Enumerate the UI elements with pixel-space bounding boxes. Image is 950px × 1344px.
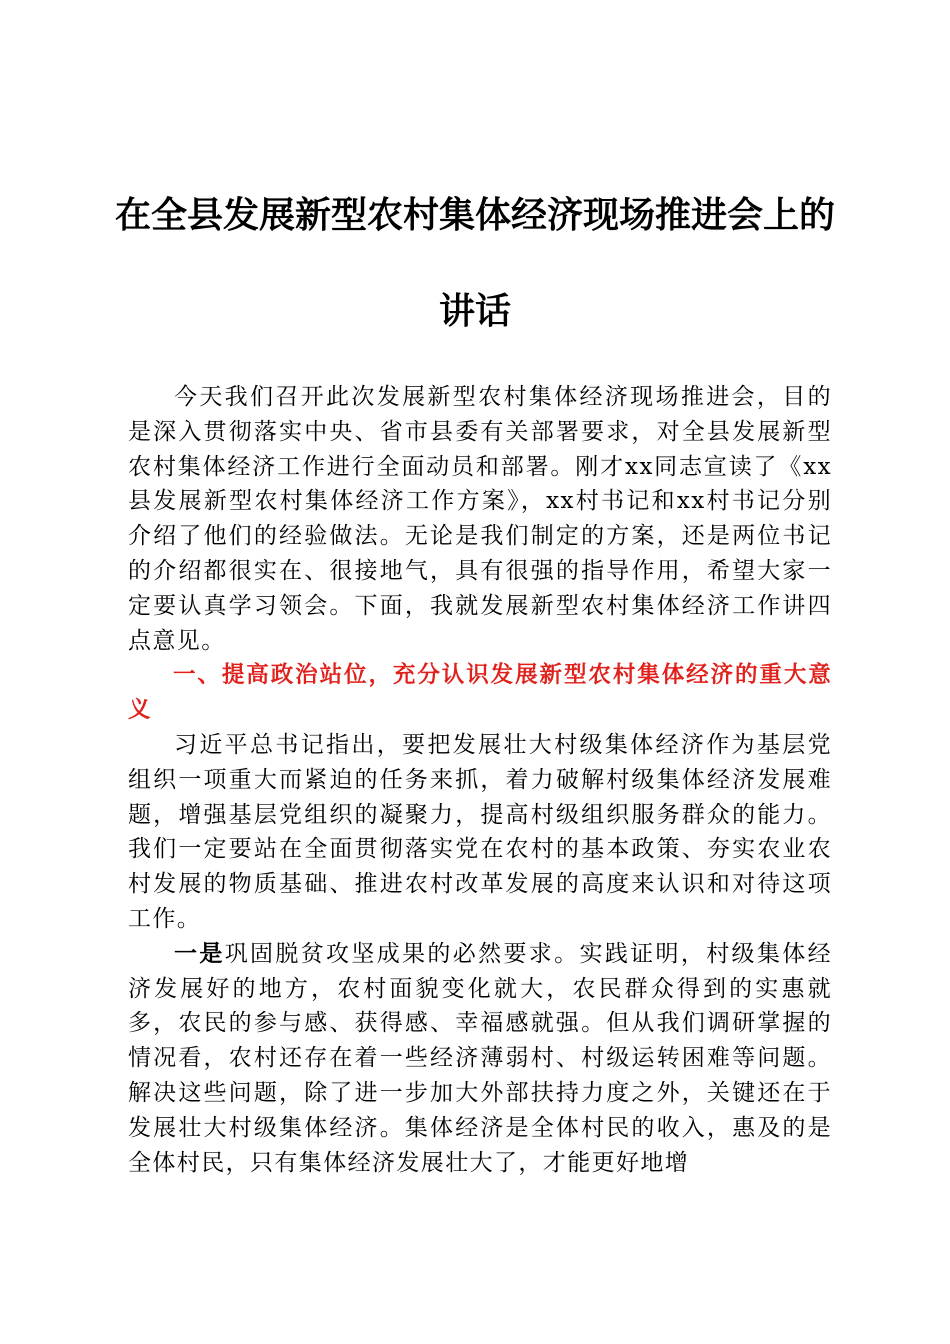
point-1-lead: 一是: [174, 940, 225, 967]
intro-paragraph: 今天我们召开此次发展新型农村集体经济现场推进会，目的是深入贯彻落实中央、省市县委有关部署要求，对全县发展新型农村集体经济工作进行全面动员和部署。刚才xx同志宣读了《xx县发展新型农村集体经济工作方案》，xx村书记和xx村书记分别介绍了他们的经验做法。无论是我们制定的方案，还是两位书记的介绍都很实在、很接地气，具有很强的指导作用，希望大家一定要认真学习领会。下面，我就发展新型农村集体经济工作讲四点意见。: [128, 384, 832, 654]
section-heading-1: 一、提高政治站位，充分认识发展新型农村集体经济的重大意义: [128, 662, 832, 724]
point-1-text: 巩固脱贫攻坚成果的必然要求。实践证明，村级集体经济发展好的地方，农村面貌变化就大，农民群众得到的实惠就多，农民的参与感、获得感、幸福感就强。但从我们调研掌握的情况看，农村还存在着一些经济薄弱村、村级运转困难等问题。解决这些问题，除了进一步加大外部扶持力度之外，关键还在于发展壮大村级集体经济。集体经济是全体村民的收入，惠及的是全体村民，只有集体经济发展壮大了，才能更好地增: [128, 940, 832, 1176]
document-body: [128, 380, 832, 1180]
section-1-paragraph: 习近平总书记指出，要把发展壮大村级集体经济作为基层党组织一项重大而紧迫的任务来抓，着力破解村级集体经济发展难题，增强基层党组织的凝聚力，提高村级组织服务群众的能力。我们一定要站在全面贯彻落实党在农村的基本政策、夯实农业农村发展的物质基础、推进农村改革发展的高度来认识和对待这项工作。: [128, 731, 832, 932]
point-1-paragraph: [128, 937, 832, 1181]
document-title-line2: 讲话: [438, 291, 511, 332]
document-title-line1: 在全县发展新型农村集体经济现场推进会上的: [114, 195, 835, 236]
